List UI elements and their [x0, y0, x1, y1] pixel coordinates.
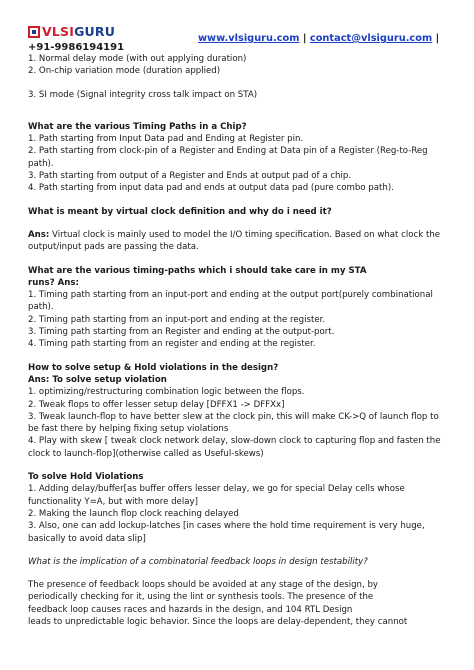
email-link[interactable]: contact@vlsiguru.com [309, 33, 433, 44]
hold-heading: To solve Hold Violations [28, 472, 144, 483]
website-link[interactable]: www.vlsiguru.com [198, 33, 300, 44]
sta-paths-question-cont: runs? Ans: [28, 277, 79, 288]
virtual-clock-question: What is meant by virtual clock definition and why do i need it? [28, 206, 332, 217]
list-item: 3. Also, one can add lockup-latches [in cases where the hold time requirement is very huge, basically to avoid data slip] [28, 521, 425, 544]
list-item: 2. Path starting from clock-pin of a Register and Ending at Data pin of a Register (Reg-to-Reg path). [28, 146, 428, 169]
list-item: 3. Path starting from output of a Register and Ends at output pad of a chip. [28, 171, 352, 182]
virtual-clock-answer [28, 229, 446, 254]
list-item: 4. Timing path starting from an register and ending at the register. [28, 339, 316, 350]
list-item: 1. Path starting from Input Data pad and Ending at Register pin. [28, 134, 304, 145]
list-item: 3. Tweak launch-flop to have better slew at the clock pin, this will make CK->Q of launch flop to be fast there by helping fixing setup violations [28, 411, 439, 435]
intro-item: 3. SI mode (Signal integrity cross talk impact on STA) [28, 89, 258, 100]
setup-hold-question: How to solve setup & Hold violations in the design? [28, 362, 279, 373]
logo-prefix: VLSI [42, 24, 75, 39]
answer-text: Virtual clock is mainly used to model the I/O timing specification. Based on what clock the output/input pads are passing the data. [28, 229, 441, 253]
logo-mark-icon [28, 26, 40, 38]
list-item: 2. Making the launch flop clock reaching delayed [28, 508, 239, 519]
list-item: 1. Timing path starting from an input-port and ending at the output port(purely combinational path). [28, 290, 433, 313]
paragraph-line: periodically checking for it, using the lint or synthesis tools. The presence of the [28, 592, 374, 603]
logo-suffix: GURU [74, 24, 116, 39]
contact-line [198, 33, 439, 44]
setup-subheading: Ans: To solve setup violation [28, 374, 167, 385]
list-item: 2. Tweak flops to offer lesser setup delay [DFFX1 -> DFFXx] [28, 399, 285, 410]
document-page [28, 18, 446, 628]
phone-number: +91-9986194191 [28, 42, 125, 53]
list-item: 2. Timing path starting from an input-port and ending at the register. [28, 314, 326, 325]
trailing-separator: | [435, 33, 440, 44]
page-header [28, 18, 446, 44]
vlsiguru-logo [28, 24, 115, 39]
logo-text [42, 24, 115, 39]
timing-paths-question: What are the various Timing Paths in a Chip? [28, 121, 247, 132]
list-item: 1. optimizing/restructuring combination logic between the flops. [28, 387, 305, 398]
paragraph-line: feedback loop causes races and hazards in the design, and 104 RTL Design [28, 604, 353, 615]
list-item: 1. Adding delay/buffer[as buffer offers lesser delay, we go for special Delay cells whose functionality Y=A, but with more delay] [28, 484, 405, 507]
answer-label: Ans: [28, 229, 50, 240]
intro-item: 2. On-chip variation mode (duration applied) [28, 66, 221, 77]
list-item: 4. Play with skew [ tweak clock network delay, slow-down clock to capturing flop and fasten the clock to launch-flop](otherwise called as Useful-skews) [28, 436, 441, 459]
sta-paths-question: What are the various timing-paths which i should take care in my STA [28, 265, 367, 276]
paragraph-line: The presence of feedback loops should be avoided at any stage of the design, by [28, 580, 378, 591]
intro-item: 1. Normal delay mode (with out applying duration) [28, 54, 247, 64]
paragraph-line: leads to unpredictable logic behavior. Since the loops are delay-dependent, they cannot [28, 616, 408, 627]
separator: | [302, 33, 307, 44]
feedback-question: What is the implication of a combinatorial feedback loops in design testability? [28, 556, 368, 567]
list-item: 3. Timing path starting from an Register and ending at the output-port. [28, 327, 335, 338]
list-item: 4. Path starting from input data pad and ends at output data pad (pure combo path). [28, 183, 394, 194]
